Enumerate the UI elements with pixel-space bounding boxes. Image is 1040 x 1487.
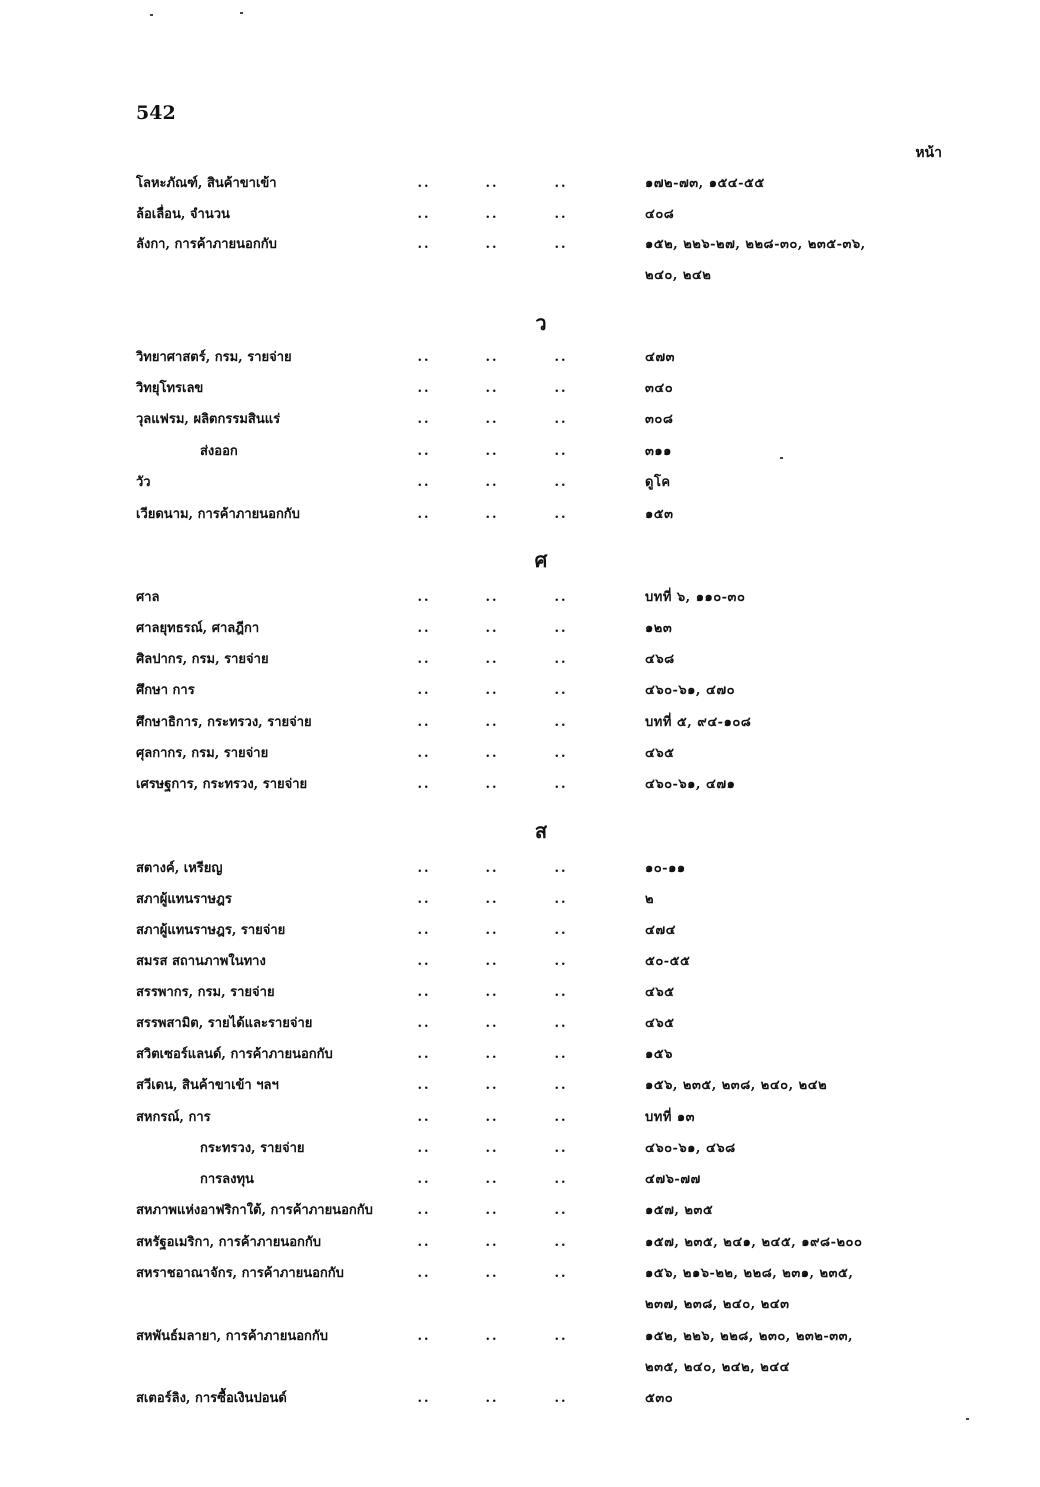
dot-leader: .. (417, 715, 431, 730)
index-entry-row (0, 679, 1040, 703)
dot-leader: .. (485, 1172, 499, 1187)
section-letter: ส (534, 819, 548, 843)
index-continuation-row (0, 1293, 1040, 1317)
scan-speck (966, 1418, 969, 1420)
dot-leader: .. (485, 954, 499, 969)
index-term: ศาล (136, 590, 160, 605)
index-entry-row (0, 1325, 1040, 1349)
dot-leader: .. (417, 1391, 431, 1406)
dot-leader: .. (485, 746, 499, 761)
dot-leader: .. (485, 475, 499, 490)
index-entry-row (0, 1106, 1040, 1130)
dot-leader: .. (554, 1329, 568, 1344)
section-letter: ว (535, 311, 547, 335)
index-continuation-row (0, 264, 1040, 288)
dot-leader: .. (554, 381, 568, 396)
index-entry-row (0, 586, 1040, 610)
dot-leader: .. (417, 1172, 431, 1187)
index-page-refs: ๑๒๓ (645, 621, 673, 636)
dot-leader: .. (417, 923, 431, 938)
index-subterm: การลงทุน (200, 1172, 254, 1187)
index-term: ศิลปากร, กรม, รายจ่าย (136, 652, 269, 667)
index-term: เศรษฐการ, กระทรวง, รายจ่าย (136, 777, 308, 792)
dot-leader: .. (554, 1172, 568, 1187)
dot-leader: .. (417, 176, 431, 191)
index-entry-row (0, 742, 1040, 766)
dot-leader: .. (417, 237, 431, 252)
index-term: ศาลยุทธรณ์, ศาลฎีกา (136, 621, 260, 636)
index-entry-row (0, 648, 1040, 672)
index-term: สหกรณ์, การ (136, 1110, 211, 1125)
page-number: 542 (136, 102, 176, 124)
index-term: เวียดนาม, การค้าภายนอกกับ (136, 507, 300, 522)
dot-leader: .. (417, 590, 431, 605)
dot-leader: .. (554, 861, 568, 876)
dot-leader: .. (554, 621, 568, 636)
dot-leader: .. (485, 861, 499, 876)
dot-leader: .. (417, 621, 431, 636)
index-page-refs: ๔๗๖-๗๗ (645, 1172, 701, 1187)
dot-leader: .. (554, 1391, 568, 1406)
index-entry-row (0, 503, 1040, 527)
dot-leader: .. (417, 777, 431, 792)
dot-leader: .. (417, 1110, 431, 1125)
dot-leader: .. (417, 350, 431, 365)
index-entry-row (0, 857, 1040, 881)
index-page-refs: ๑๕๒, ๒๒๖, ๒๒๘, ๒๓๐, ๒๓๒-๓๓, (645, 1329, 854, 1344)
index-page-refs: ๕๐-๕๕ (645, 954, 691, 969)
dot-leader: .. (554, 237, 568, 252)
dot-leader: .. (554, 1110, 568, 1125)
index-term: สหราชอาณาจักร, การค้าภายนอกกับ (136, 1266, 344, 1281)
dot-leader: .. (554, 985, 568, 1000)
dot-leader: .. (485, 381, 499, 396)
index-page-refs: ๑๕๖ (645, 1047, 673, 1062)
dot-leader: .. (485, 590, 499, 605)
index-page-refs: ๔๖๐-๖๑, ๔๗๑ (645, 777, 736, 792)
index-entry-row (0, 471, 1040, 495)
index-entry-row (0, 1168, 1040, 1192)
index-term: สรรพสามิต, รายได้และรายจ่าย (136, 1016, 313, 1031)
dot-leader: .. (417, 1329, 431, 1344)
dot-leader: .. (417, 652, 431, 667)
dot-leader: .. (554, 683, 568, 698)
index-page-refs: บทที่ ๑๓ (645, 1110, 696, 1125)
index-page-refs: ๔๖๐-๖๑, ๔๖๘ (645, 1141, 736, 1156)
index-page-refs: ๔๗๓ (645, 350, 676, 365)
dot-leader: .. (417, 954, 431, 969)
index-entry-row (0, 950, 1040, 974)
dot-leader: .. (485, 1110, 499, 1125)
index-term: โลหะภัณฑ์, สินค้าขาเข้า (136, 176, 277, 191)
dot-leader: .. (417, 1078, 431, 1093)
index-term: สหพันธ์มลายา, การค้าภายนอกกับ (136, 1329, 329, 1344)
page-column-label: หน้า (915, 145, 942, 161)
index-entry-row (0, 1262, 1040, 1286)
dot-leader: .. (417, 746, 431, 761)
dot-leader: .. (554, 176, 568, 191)
index-term: วิทยุโทรเลข (136, 381, 204, 396)
dot-leader: .. (554, 444, 568, 459)
dot-leader: .. (485, 1203, 499, 1218)
index-entry-row (0, 981, 1040, 1005)
dot-leader: .. (417, 1141, 431, 1156)
index-term: สหภาพแห่งอาฟริกาใต้, การค้าภายนอกกับ (136, 1203, 373, 1218)
dot-leader: .. (554, 923, 568, 938)
dot-leader: .. (554, 590, 568, 605)
dot-leader: .. (485, 507, 499, 522)
dot-leader: .. (485, 1329, 499, 1344)
dot-leader: .. (554, 412, 568, 427)
scan-speck (780, 457, 783, 459)
index-page-refs: ๑๗๒-๗๓, ๑๕๔-๕๕ (645, 176, 765, 191)
dot-leader: .. (485, 1391, 499, 1406)
index-entry-row (0, 377, 1040, 401)
index-term: สภาผู้แทนราษฎร, รายจ่าย (136, 923, 286, 938)
index-page-refs: ๕๓๐ (645, 1391, 674, 1406)
index-entry-row (0, 233, 1040, 257)
index-page-refs: ๒๔๐, ๒๔๒ (645, 268, 712, 283)
index-entry-row (0, 1043, 1040, 1067)
index-entry-row (0, 773, 1040, 797)
index-page-refs: ๒๓๕, ๒๔๐, ๒๔๒, ๒๔๔ (645, 1360, 791, 1375)
dot-leader: .. (554, 715, 568, 730)
dot-leader: .. (417, 892, 431, 907)
index-page-refs: บทที่ ๕, ๙๔-๑๐๘ (645, 715, 752, 730)
dot-leader: .. (417, 985, 431, 1000)
dot-leader: .. (554, 350, 568, 365)
dot-leader: .. (554, 1047, 568, 1062)
dot-leader: .. (417, 861, 431, 876)
dot-leader: .. (554, 777, 568, 792)
dot-leader: .. (485, 777, 499, 792)
dot-leader: .. (554, 475, 568, 490)
index-subterm: ส่งออก (200, 444, 238, 459)
index-term: ศึกษา การ (136, 683, 195, 698)
index-page-refs: ๓๔๐ (645, 381, 674, 396)
index-entry-row (0, 617, 1040, 641)
dot-leader: .. (554, 507, 568, 522)
index-term: สเตอร์ลิง, การซื้อเงินปอนด์ (136, 1391, 287, 1406)
index-page-refs: ๑๕๗, ๒๓๕ (645, 1203, 714, 1218)
dot-leader: .. (554, 892, 568, 907)
index-page-refs: ๑๕๗, ๒๓๕, ๒๔๑, ๒๔๕, ๑๙๘-๒๐๐ (645, 1235, 863, 1250)
index-term: สมรส สถานภาพในทาง (136, 954, 266, 969)
index-page-refs: ๑๕๖, ๒๑๖-๒๒, ๒๒๘, ๒๓๑, ๒๓๕, (645, 1266, 854, 1281)
index-entry-row (0, 440, 1040, 464)
section-heading (0, 819, 1040, 843)
dot-leader: .. (417, 507, 431, 522)
dot-leader: .. (485, 923, 499, 938)
dot-leader: .. (485, 412, 499, 427)
dot-leader: .. (417, 412, 431, 427)
section-heading (0, 548, 1040, 572)
dot-leader: .. (417, 683, 431, 698)
index-page-refs: ๓๐๘ (645, 412, 674, 427)
dot-leader: .. (417, 1016, 431, 1031)
index-page-refs: ๔๖๐-๖๑, ๔๗๐ (645, 683, 736, 698)
index-entry-row (0, 1074, 1040, 1098)
dot-leader: .. (485, 1016, 499, 1031)
index-page-refs: ๔๖๕ (645, 1016, 675, 1031)
index-entry-row (0, 346, 1040, 370)
index-page-refs: ๔๖๕ (645, 985, 675, 1000)
index-entry-row (0, 888, 1040, 912)
index-page-refs: ๑๐-๑๑ (645, 861, 686, 876)
index-page-refs: ๑๕๓ (645, 507, 674, 522)
index-page-refs: ๔๖๕ (645, 746, 675, 761)
index-entry-row (0, 919, 1040, 943)
index-page-refs: ๒ (645, 892, 655, 907)
dot-leader: .. (485, 985, 499, 1000)
dot-leader: .. (485, 683, 499, 698)
index-page-refs: บทที่ ๖, ๑๑๐-๓๐ (645, 590, 746, 605)
dot-leader: .. (554, 652, 568, 667)
index-term: สหรัฐอเมริกา, การค้าภายนอกกับ (136, 1235, 322, 1250)
dot-leader: .. (485, 1266, 499, 1281)
dot-leader: .. (554, 1016, 568, 1031)
index-entry-row (0, 1199, 1040, 1223)
index-term: วุลแฟรม, ผลิตกรรมสินแร่ (136, 412, 281, 427)
dot-leader: .. (485, 1235, 499, 1250)
index-entry-row (0, 1012, 1040, 1036)
dot-leader: .. (554, 207, 568, 222)
dot-leader: .. (417, 207, 431, 222)
index-page-refs: ดูโค (645, 475, 671, 490)
index-term: สวีเดน, สินค้าขาเข้า ฯลฯ (136, 1078, 279, 1093)
index-page-refs: ๑๕๒, ๒๒๖-๒๗, ๒๒๘-๓๐, ๒๓๕-๓๖, (645, 237, 866, 252)
index-term: ศุลกากร, กรม, รายจ่าย (136, 746, 269, 761)
index-term: สตางค์, เหรียญ (136, 861, 223, 876)
index-term: วัว (136, 475, 151, 490)
index-entry-row (0, 1387, 1040, 1411)
dot-leader: .. (485, 652, 499, 667)
index-continuation-row (0, 1356, 1040, 1380)
dot-leader: .. (485, 1047, 499, 1062)
dot-leader: .. (417, 381, 431, 396)
dot-leader: .. (554, 746, 568, 761)
dot-leader: .. (485, 892, 499, 907)
dot-leader: .. (417, 1235, 431, 1250)
dot-leader: .. (485, 444, 499, 459)
dot-leader: .. (554, 1203, 568, 1218)
dot-leader: .. (485, 207, 499, 222)
scan-speck (150, 14, 153, 16)
dot-leader: .. (485, 621, 499, 636)
index-term: สรรพากร, กรม, รายจ่าย (136, 985, 275, 1000)
index-entry-row (0, 408, 1040, 432)
index-page-refs: ๔๗๔ (645, 923, 676, 938)
index-term: สวิตเซอร์แลนด์, การค้าภายนอกกับ (136, 1047, 333, 1062)
index-term: ศึกษาธิการ, กระทรวง, รายจ่าย (136, 715, 312, 730)
section-heading (0, 311, 1040, 335)
index-entry-row (0, 1231, 1040, 1255)
scan-speck (240, 12, 243, 14)
dot-leader: .. (485, 176, 499, 191)
index-term: สภาผู้แทนราษฎร (136, 892, 232, 907)
dot-leader: .. (554, 1078, 568, 1093)
index-page-refs: ๒๓๗, ๒๓๘, ๒๔๐, ๒๔๓ (645, 1297, 790, 1312)
dot-leader: .. (485, 237, 499, 252)
dot-leader: .. (417, 1047, 431, 1062)
index-term: ลังกา, การค้าภายนอกกับ (136, 237, 277, 252)
dot-leader: .. (554, 954, 568, 969)
dot-leader: .. (417, 444, 431, 459)
index-page-refs: ๑๕๖, ๒๓๕, ๒๓๘, ๒๔๐, ๒๔๒ (645, 1078, 828, 1093)
dot-leader: .. (417, 1266, 431, 1281)
dot-leader: .. (554, 1235, 568, 1250)
index-subterm: กระทรวง, รายจ่าย (200, 1141, 305, 1156)
index-entry-row (0, 711, 1040, 735)
index-term: วิทยาศาสตร์, กรม, รายจ่าย (136, 350, 292, 365)
dot-leader: .. (485, 350, 499, 365)
dot-leader: .. (417, 1203, 431, 1218)
dot-leader: .. (485, 715, 499, 730)
index-page-refs: ๓๑๑ (645, 444, 672, 459)
index-entry-row (0, 1137, 1040, 1161)
dot-leader: .. (554, 1141, 568, 1156)
dot-leader: .. (554, 1266, 568, 1281)
dot-leader: .. (485, 1078, 499, 1093)
dot-leader: .. (417, 475, 431, 490)
index-page-refs: ๔๐๘ (645, 207, 675, 222)
index-entry-row (0, 203, 1040, 227)
index-term: ล้อเลื่อน, จำนวน (136, 207, 230, 222)
index-entry-row (0, 172, 1040, 196)
index-page-refs: ๔๖๘ (645, 652, 675, 667)
dot-leader: .. (485, 1141, 499, 1156)
section-letter: ศ (534, 548, 548, 572)
